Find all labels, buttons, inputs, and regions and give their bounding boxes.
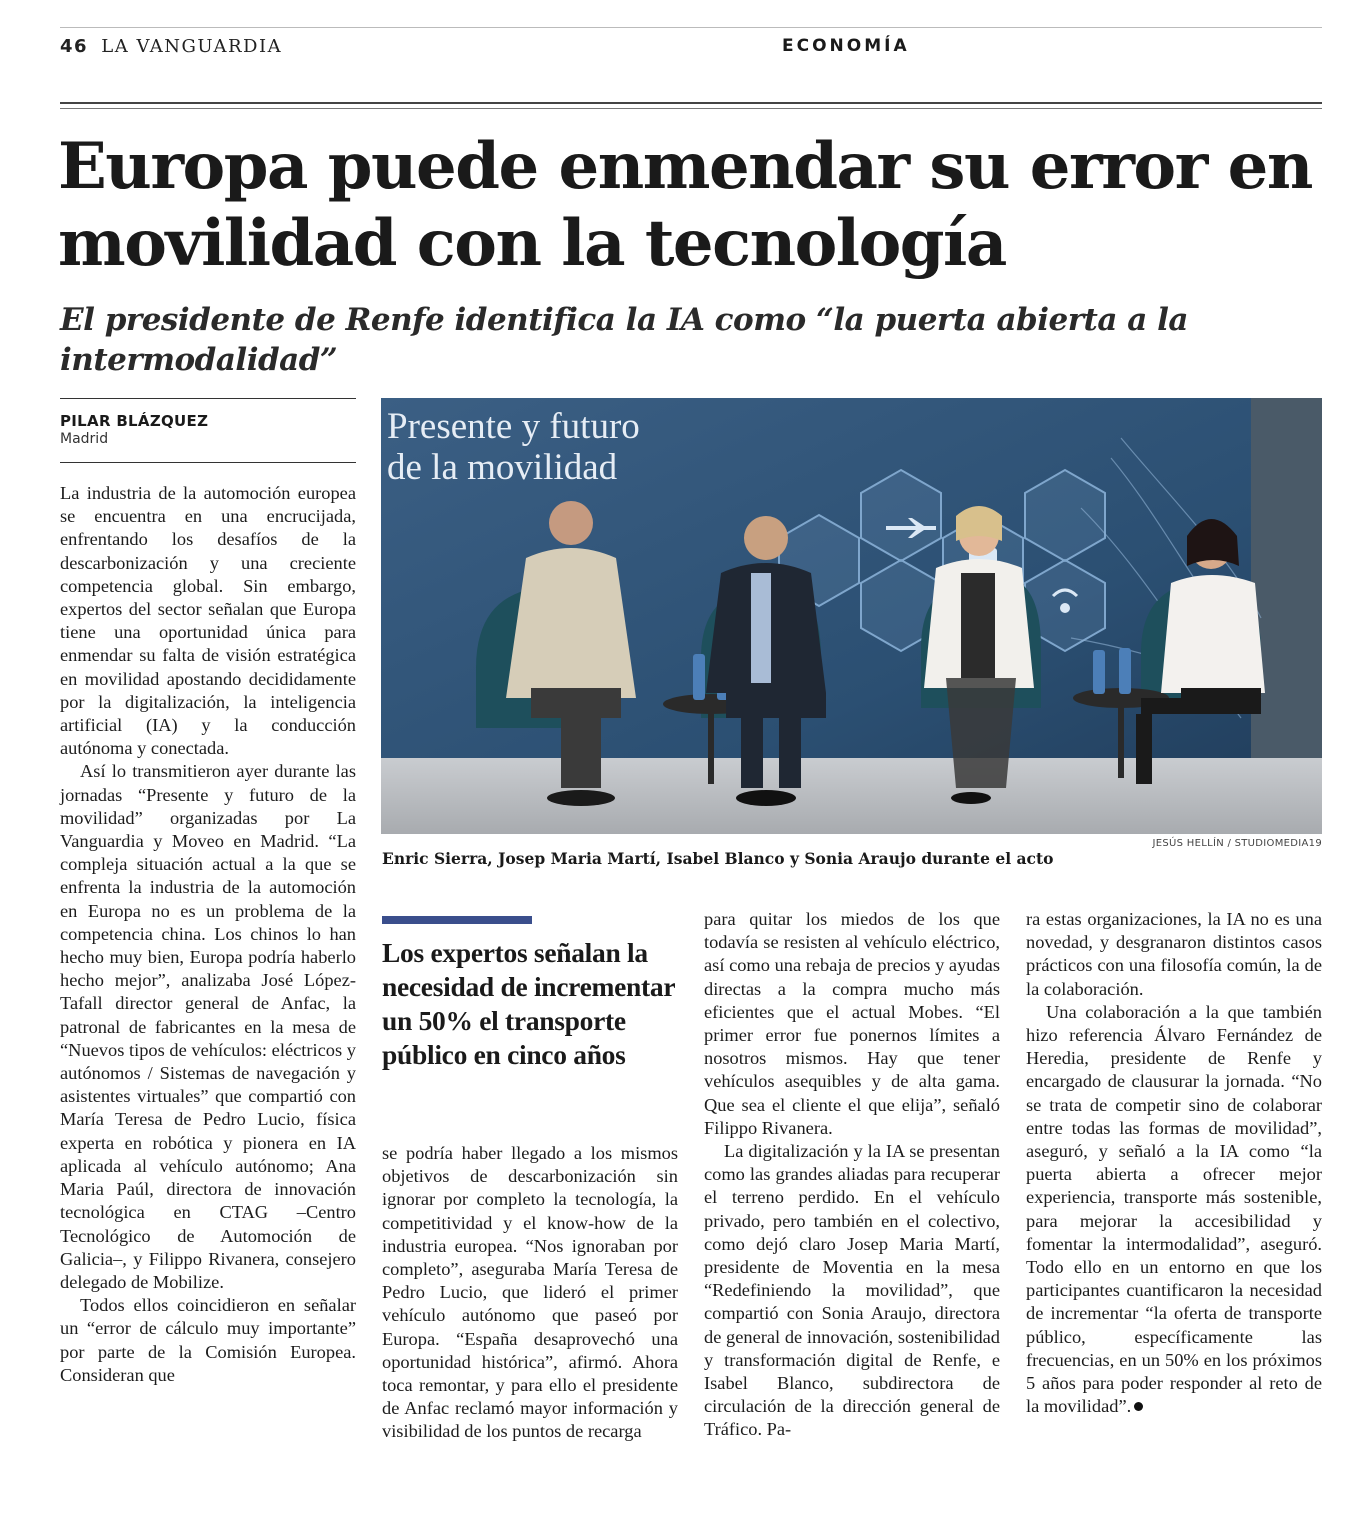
page-number: 46 <box>60 36 89 57</box>
event-photo <box>381 398 1322 834</box>
subheadline: El presidente de Renfe identifica la IA como “la puerta abierta a la intermodalidad” <box>60 302 1188 378</box>
page-header <box>60 36 282 57</box>
body-paragraph: Todos ellos coincidieron en señalar un “error de cálculo muy importante” por parte de la Comisión Europea. Consideran que <box>60 1295 356 1385</box>
photo-caption: Enric Sierra, Josep Maria Martí, Isabel Blanco y Sonia Araujo durante el acto <box>382 849 1054 868</box>
article-column-2 <box>382 1142 678 1444</box>
pull-quote-bar <box>382 916 532 924</box>
byline-location: Madrid <box>60 431 109 447</box>
backdrop-title <box>387 406 640 488</box>
top-rule <box>60 27 1322 28</box>
byline-rule-bottom <box>60 462 356 463</box>
photo-credit: JESÚS HELLÍN / STUDIOMEDIA19 <box>1152 838 1322 849</box>
end-of-article-bullet <box>1134 1402 1143 1411</box>
byline-author: PILAR BLÁZQUEZ <box>60 412 209 430</box>
byline-rule-top <box>60 398 356 399</box>
headline: Europa puede enmendar su error en movilidad con la tecnología <box>58 129 1312 281</box>
section-name: ECONOMÍA <box>782 36 910 56</box>
article-column-3 <box>704 908 1000 1442</box>
body-paragraph: para quitar los miedos de los que todavía se resisten al vehículo eléctrico, así como una rebaja de precios y ayudas directas a la compra mucho más eficientes que el actual Mobes. “El primer error fue ponernos límites a nosotros mismos. Hay que tener vehículos asequibles y de alta gama. Que sea el cliente el que elija”, señaló Filippo Rivanera. <box>704 909 1000 1138</box>
backdrop-title-line-2: de la movilidad <box>387 447 618 488</box>
body-paragraph: se podría haber llegado a los mismos objetivos de descarbonización sin ignorar por completo la tecnología, la competitividad y el know-how de la industria europea. “Nos ignoraban por completo”, aseguraba María Teresa de Pedro Lucio, que lideró el primer vehículo autónomo que paseó por Europa. “España desaprovechó una oportunidad histórica”, afirmó. Ahora toca remontar, y para ello el presidente de Anfac reclamó mayor información y visibilidad de los puntos de recarga <box>382 1143 678 1442</box>
body-paragraph: La industria de la automoción europea se encuentra en una encrucijada, enfrentando los desafíos de la descarbonización y una creciente competencia global. Sin embargo, expertos del sector señalan que Europa tiene una oportunidad única para enmendar su falta de visión estratégica en movilidad apostando decididamente por la digitalización, la inteligencia artificial (IA) y la conducción autónoma y conectada. <box>60 483 356 759</box>
stage-floor <box>381 758 1322 834</box>
body-paragraph: ra estas organizaciones, la IA no es una novedad, y desgranaron distintos casos prácticos con una filosofía común, la de la colaboración. <box>1026 909 1322 999</box>
publication-name: LA VANGUARDIA <box>101 36 283 57</box>
body-paragraph-final <box>1026 1001 1322 1419</box>
article-column-4 <box>1026 908 1322 1418</box>
article-column-1 <box>60 482 356 1387</box>
backdrop-title-line-1: Presente y futuro <box>387 406 640 447</box>
body-paragraph: La digitalización y la IA se presentan como las grandes aliadas para recuperar el terreno perdido. En el vehículo privado, pero también en el colectivo, como dejó claro Josep Maria Martí, presidente de Moventia en la mesa “Redefiniendo la movilidad”, que compartió con Sonia Araujo, directora de general de innovación, sostenibilidad y transformación digital de Renfe, e Isabel Blanco, subdirectora de circulación de la dirección general de Tráfico. Pa- <box>704 1141 1000 1440</box>
final-text: Una colaboración a la que también hizo referencia Álvaro Fernández de Heredia, presidente de Renfe y encargado de clausurar la jornada. “No se trata de competir sino de colaborar entre todas las formas de movilidad”, aseguró, y señaló a la IA como “la puerta abierta a ofrecer mejor experiencia, transporte más sostenible, para mejorar la accesibilidad y fomentar la intermodalidad”, aseguró. Todo ello en un entorno en que los participantes cuantificaron la necesidad de incrementar “la oferta de transporte público, específicamente las frecuencias, en un 50% en los próximos 5 años para poder responder al reto de la movilidad”. <box>1026 1001 1322 1417</box>
pull-quote: Los expertos señalan la necesidad de incrementar un 50% el transporte público en cinco años <box>382 937 675 1070</box>
header-rule <box>60 102 1322 109</box>
body-paragraph: Así lo transmitieron ayer durante las jornadas “Presente y futuro de la movilidad” organizadas por La Vanguardia y Moveo en Madrid. “La compleja situación actual a la que se enfrenta la industria de la automoción en Europa no es un problema de la competencia china. Los chinos lo han hecho muy bien, Europa podría haberlo hecho mejor”, analizaba José López-Tafall director general de Anfac, la patronal de fabricantes en la mesa de “Nuevos tipos de vehículos: eléctricos y autónomos / Sistemas de navegación y asistentes virtuales” que compartió con María Teresa de Pedro Lucio, física experta en robótica y pionera en IA aplicada al vehículo autónomo; Ana Maria Paúl, directora de innovación tecnológica en CTAG –Centro Tecnológico de Automoción de Galicia–, y Filippo Rivanera, consejero delegado de Mobilize. <box>60 761 356 1292</box>
